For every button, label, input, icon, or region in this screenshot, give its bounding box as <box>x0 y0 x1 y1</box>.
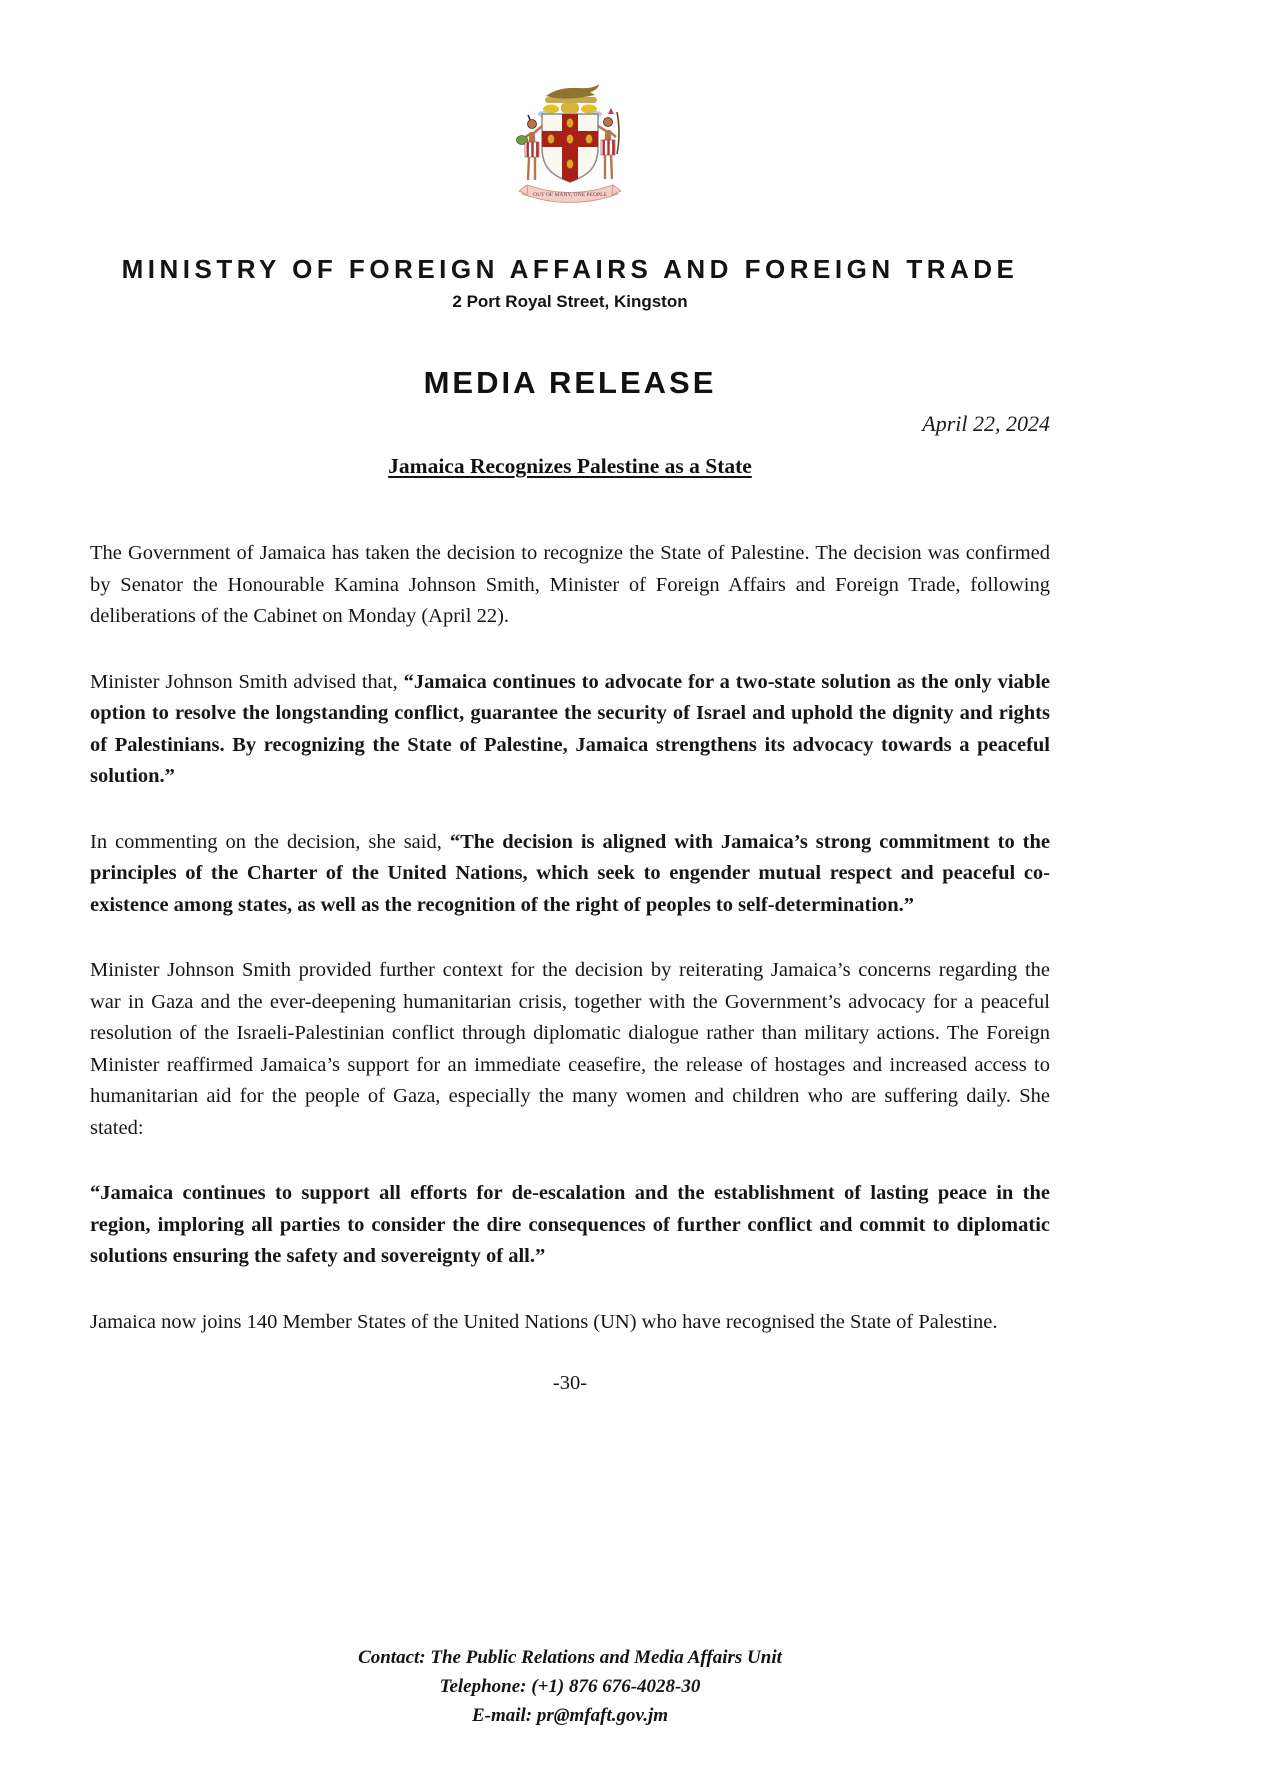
end-of-release-mark: -30- <box>552 1372 588 1395</box>
contact-telephone: Telephone: (+1) 876 676-4028-30 <box>439 1676 701 1697</box>
paragraph-3-lead: In commenting on the decision, she said, <box>90 830 450 853</box>
crest-right-supporter <box>598 108 619 179</box>
crest-motto-ribbon <box>519 185 621 203</box>
contact-unit: Contact: The Public Relations and Media Affairs Unit <box>358 1647 782 1668</box>
paragraph-3-quote: “The decision is aligned with Jamaica’s strong commitment to the principles of the Charter of the United Nations, which seek to engender mutual respect and peaceful co-existence among states, as well as the recognition of the right of peoples to self-determination.” <box>90 830 1050 916</box>
contact-footer <box>90 1643 1050 1730</box>
ministry-name: MINISTRY OF FOREIGN AFFAIRS AND FOREIGN TRADE <box>121 254 1019 284</box>
paragraph-1-text: The Government of Jamaica has taken the decision to recognize the State of Palestine. The decision was confirmed by Senator the Honourable Kamina Johnson Smith, Minister of Foreign Affairs and Foreign Trade, following deliberations of the Cabinet on Monday (April 22). <box>90 542 1050 628</box>
paragraph-2-quote: “Jamaica continues to advocate for a two-state solution as the only viable option to resolve the longstanding conflict, guarantee the security of Israel and uphold the dignity and rights of Palestinians. By recognizing the State of Palestine, Jamaica strengthens its advocacy towards a peaceful solution.” <box>90 670 1051 788</box>
release-body <box>90 538 1050 1395</box>
paragraph-5-quote: “Jamaica continues to support all efforts for de-escalation and the establishment of lasting peace in the region, imploring all parties to consider the dire consequences of further conflict and commit to diplomatic solutions ensuring the safety and sovereignty of all.” <box>90 1182 1050 1268</box>
release-title-text: Jamaica Recognizes Palestine as a State <box>388 454 752 479</box>
paragraph-3 <box>90 827 1050 922</box>
paragraph-1 <box>90 538 1050 633</box>
paragraph-6 <box>90 1307 1050 1339</box>
document-type-heading: MEDIA RELEASE <box>423 365 717 401</box>
svg-text:OUT OF MANY, ONE PEOPLE: OUT OF MANY, ONE PEOPLE <box>533 192 607 198</box>
paragraph-4-text: Minister Johnson Smith provided further context for the decision by reiterating Jamaica’s concerns regarding the war in Gaza and the ever-deepening humanitarian crisis, together with the Government’s advocacy for a peaceful resolution of the Israeli-Palestinian conflict through diplomatic dialogue rather than military actions. The Foreign Minister reaffirmed Jamaica’s support for an immediate ceasefire, the release of hostages and increased access to humanitarian aid for the people of Gaza, especially the many women and children who are suffering daily. She stated: <box>90 959 1050 1139</box>
contact-email: E-mail: pr@mfaft.gov.jm <box>471 1705 669 1726</box>
paragraph-6-text: Jamaica now joins 140 Member States of the United Nations (UN) who have recognised the State of Palestine. <box>90 1310 998 1333</box>
release-title <box>90 452 1050 481</box>
paragraph-5 <box>90 1178 1050 1273</box>
release-date: April 22, 2024 <box>922 410 1050 436</box>
jamaica-coat-of-arms-icon <box>495 82 645 208</box>
crest-crocodile-icon <box>545 84 599 103</box>
ministry-address: 2 Port Royal Street, Kingston <box>452 292 688 312</box>
paragraph-2-lead: Minister Johnson Smith advised that, <box>90 670 404 693</box>
crest-left-supporter <box>517 115 543 180</box>
paragraph-4 <box>90 955 1050 1144</box>
paragraph-2 <box>90 667 1050 793</box>
